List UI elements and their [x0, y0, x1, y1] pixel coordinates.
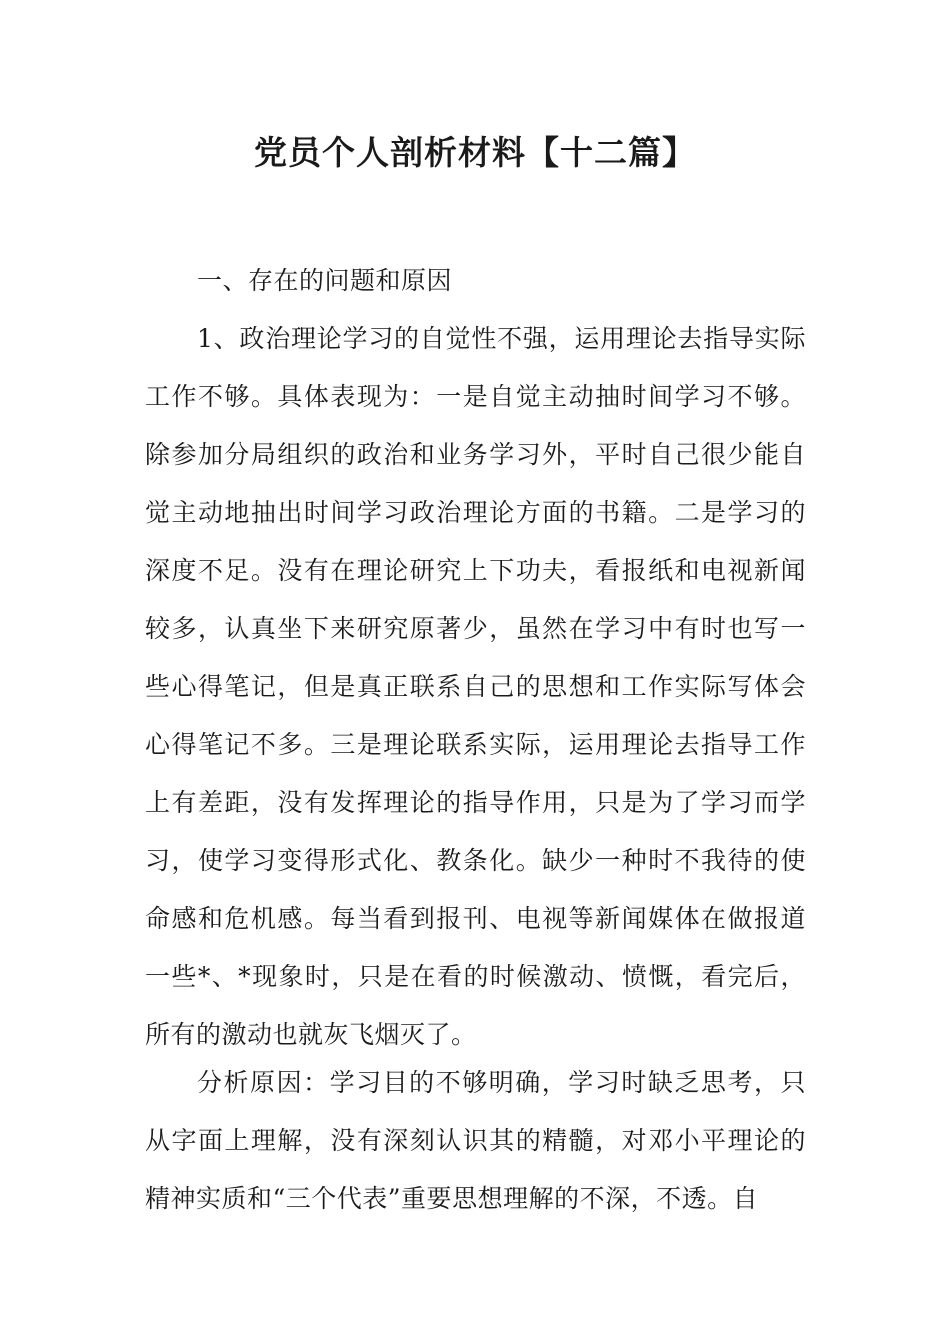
paragraph-cause-analysis: 分析原因：学习目的不够明确，学习时缺乏思考，只从字面上理解，没有深刻认识其的精髓，对邓小平理论的精神实质和“三个代表”重要思想理解的不深，不透。自	[145, 1068, 806, 1213]
paragraph-political-study: 1、政治理论学习的自觉性不强，运用理论去指导实际工作不够。具体表现为：一是自觉主动抽时间学习不够。除参加分局组织的政治和业务学习外，平时自己很少能自觉主动地抽出时间学习政治理论方面的书籍。二是学习的深度不足。没有在理论研究上下功夫，看报纸和电视新闻较多，认真坐下来研究原著少，虽然在学习中有时也写一些心得笔记，但是真正联系自己的思想和工作实际写体会心得笔记不多。三是理论联系实际，运用理论去指导工作上有差距，没有发挥理论的指导作用，只是为了学习而学习，使学习变得形式化、教条化。缺少一种时不我待的使命感和危机感。每当看到报刊、电视等新闻媒体在做报道一些*、*现象时，只是在看的时候激动、愤慨，看完后，所有的激动也就灰飞烟灭了。	[145, 324, 806, 1049]
section-heading: 一、存在的问题和原因	[197, 266, 453, 295]
document-title: 党员个人剖析材料【十二篇】	[254, 133, 696, 172]
